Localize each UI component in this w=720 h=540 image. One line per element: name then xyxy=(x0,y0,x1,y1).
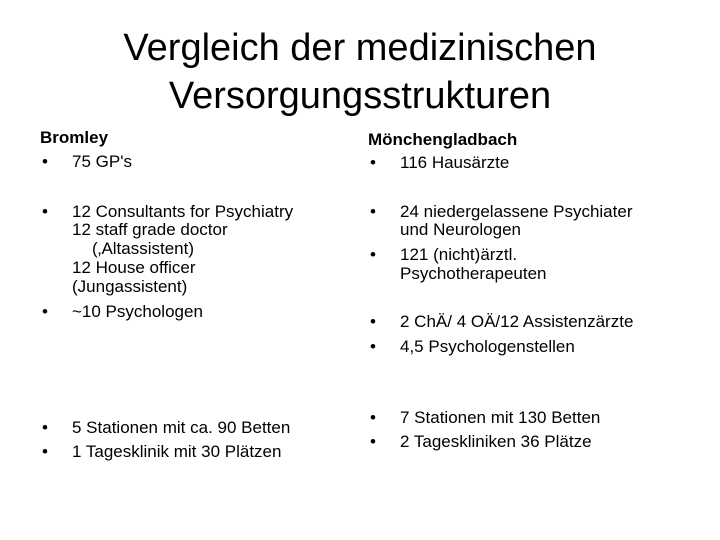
right-bullet-aerzte-text: 2 ChÄ/ 4 OÄ/12 Assistenzärzte xyxy=(400,312,634,331)
bullet-dot: • xyxy=(370,432,376,451)
left-jungassistent-line: (Jungassistent) xyxy=(72,277,188,296)
bullet-dot: • xyxy=(370,245,376,264)
bullet-dot: • xyxy=(42,302,48,321)
bullet-dot: • xyxy=(42,418,48,437)
left-bullet-stationen-text: 5 Stationen mit ca. 90 Betten xyxy=(72,418,291,437)
left-column-heading: Bromley xyxy=(40,128,109,147)
bullet-dot: • xyxy=(370,312,376,331)
bullet-dot: • xyxy=(370,202,376,221)
left-bullet-consultants-text: 12 Consultants for Psychiatry xyxy=(72,202,294,221)
bullet-dot: • xyxy=(42,442,48,461)
title-line-1: Vergleich der medizinischen xyxy=(123,27,597,69)
slide-title xyxy=(60,24,660,120)
bullet-dot: • xyxy=(370,153,376,172)
left-bullet-tagesklinik-text: 1 Tagesklinik mit 30 Plätzen xyxy=(72,442,282,461)
right-bullet-stationen-text: 7 Stationen mit 130 Betten xyxy=(400,408,601,427)
title-line-2: Versorgungsstrukturen xyxy=(168,75,552,117)
right-psychotherapeuten-line: Psychotherapeuten xyxy=(400,264,547,283)
right-bullet-psychologenstellen-text: 4,5 Psychologenstellen xyxy=(400,337,575,356)
bullet-dot: • xyxy=(370,408,376,427)
right-bullet-tageskliniken-text: 2 Tageskliniken 36 Plätze xyxy=(400,432,592,451)
left-house-officer-line: 12 House officer xyxy=(72,258,196,277)
left-bullet-gp-text: 75 GP's xyxy=(72,152,132,171)
left-altassistent-line: (‚Altassistent) xyxy=(92,239,195,258)
right-neurologen-line: und Neurologen xyxy=(400,220,521,239)
right-bullet-psychotherapeuten-text: 121 (nicht)ärztl. xyxy=(400,245,518,264)
left-bullet-psychologen-text: ~10 Psychologen xyxy=(72,302,203,321)
bullet-dot: • xyxy=(42,202,48,221)
right-bullet-hausaerzte-text: 116 Hausärzte xyxy=(400,153,510,172)
bullet-dot: • xyxy=(42,152,48,171)
bullet-dot: • xyxy=(370,337,376,356)
right-bullet-psychiater-text: 24 niedergelassene Psychiater xyxy=(400,202,633,221)
right-column-heading: Mönchengladbach xyxy=(368,130,518,149)
left-staff-grade-line: 12 staff grade doctor xyxy=(72,220,228,239)
